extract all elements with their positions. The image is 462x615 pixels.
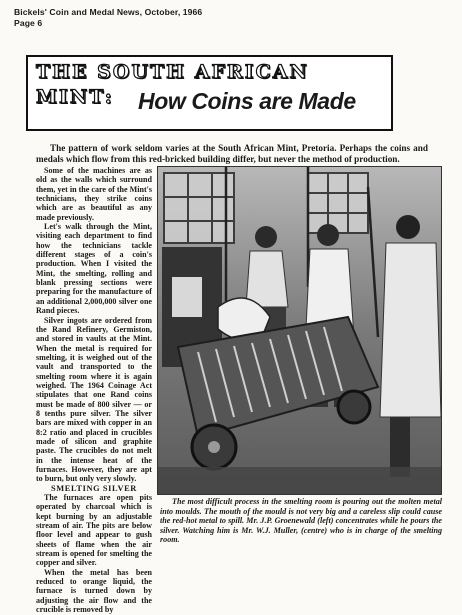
- title-decorative-line-2: MINT:: [36, 86, 114, 108]
- body-paragraph: Some of the machines are as old as the walls which surround them, yet in the care of the Mint's technicians, they strike coins which are as beautiful as any made previously.: [36, 166, 152, 222]
- title-decorative-line-1: THE SOUTH AFRICAN: [36, 61, 309, 83]
- photo-illustration: [158, 167, 441, 494]
- intro-paragraph: The pattern of work seldom varies at the South African Mint, Pretoria. Perhaps the coins and medals which flow from this red-bricked building differ, but never the method of production.: [36, 143, 428, 164]
- section-heading: SMELTING SILVER: [51, 483, 137, 493]
- smelting-room-photo: [157, 166, 442, 495]
- title-box: [26, 55, 393, 131]
- page-number: Page 6: [14, 18, 43, 28]
- masthead: [14, 7, 202, 29]
- body-paragraph: When the metal has been reduced to orange liquid, the furnace is turned down by adjusting the air flow and the crucible is removed by: [36, 567, 152, 615]
- publication-line: Bickels' Coin and Medal News, October, 1966: [14, 7, 203, 17]
- article-column: [36, 166, 152, 615]
- body-paragraph: The furnaces are open pits operated by charcoal which is kept burning by an adjustable stream of air. The pits are below floor level and appear to gush sheets of flame when the air stream is opened for smelting the copper and silver.: [36, 493, 152, 568]
- photo-caption: [160, 497, 442, 545]
- body-paragraph: Silver ingots are ordered from the Rand Refinery, Germiston, and stored in vaults at the Mint. When the metal is required for smelting, it is weighed out of the vault and transported to the smelting room where it is again weighed. The 1964 Coinage Act stipulates that one Rand coins must be made of 800 silver — or 8 tenths pure silver. The silver bars are mixed with copper in an 8:2 ratio and placed in crucibles made of silicon and graphite paste. The crucibles do not melt in the intense heat of the furnaces. However, they are apt to burn, but only very slowly.: [36, 315, 152, 484]
- caption-text: The most difficult process in the smelting room is pouring out the molten metal into moulds. The mouth of the mould is not very big and a careless slip could cause the red-hot metal to spill. Mr. J.P. Groenewald (left) concentrates while he pours the silver. Watching him is Mr. W.J. Muller, (centre) who is in charge of the smelting room.: [160, 497, 442, 545]
- article-title: How Coins are Made: [138, 88, 356, 114]
- body-paragraph: Let's walk through the Mint, visiting each department to find how the technicians tackle different stages of a coin's production. When I visited the Mint, the smelting, rolling and blank pressing sections were preparing for the manufacture of an additional 2,000,000 silver one Rand pieces.: [36, 222, 152, 316]
